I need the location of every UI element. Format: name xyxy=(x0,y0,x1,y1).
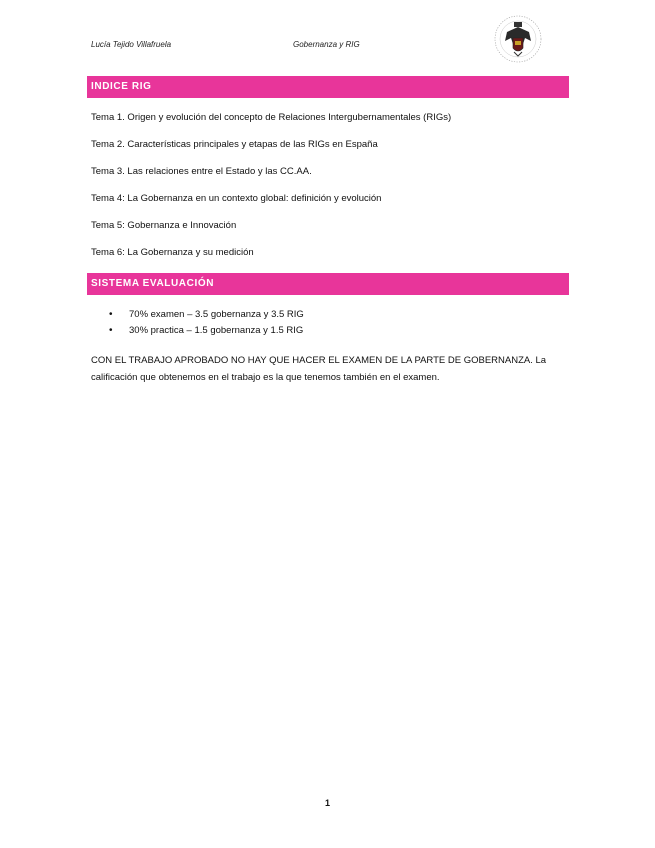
section-title-indice: INDICE RIG xyxy=(87,76,569,98)
list-item xyxy=(109,308,529,324)
evaluation-note: CON EL TRABAJO APROBADO NO HAY QUE HACER EL EXAMEN DE LA PARTE DE GOBERNANZA. La calificación que obtenemos en el trabajo es la que tenemos también en el examen. xyxy=(91,355,547,383)
evaluation-text: 70% examen – 3.5 gobernanza y 3.5 RIG xyxy=(129,309,304,320)
university-crest-icon xyxy=(493,14,543,64)
list-item: Tema 3. Las relaciones entre el Estado y las CC.AA. xyxy=(91,166,312,177)
list-item: Tema 2. Características principales y etapas de las RIGs en España xyxy=(91,139,378,150)
header-author: Lucía Tejido Villafruela xyxy=(91,40,172,49)
list-item: Tema 6: La Gobernanza y su medición xyxy=(91,247,254,258)
section-title-evaluacion: SISTEMA EVALUACIÓN xyxy=(87,273,569,295)
header-subject: Gobernanza y RIG xyxy=(293,40,360,49)
list-item: Tema 4: La Gobernanza en un contexto global: definición y evolución xyxy=(91,193,382,204)
evaluation-text: 30% practica – 1.5 gobernanza y 1.5 RIG xyxy=(129,325,304,336)
list-item: Tema 1. Origen y evolución del concepto de Relaciones Intergubernamentales (RIGs) xyxy=(91,112,452,123)
page-number: 1 xyxy=(324,798,330,808)
evaluation-list xyxy=(109,308,529,340)
bullet-icon: • xyxy=(109,309,113,320)
list-item: Tema 5: Gobernanza e Innovación xyxy=(91,220,237,231)
bullet-icon: • xyxy=(109,325,113,336)
list-item xyxy=(109,324,529,340)
tema-list xyxy=(91,111,571,273)
